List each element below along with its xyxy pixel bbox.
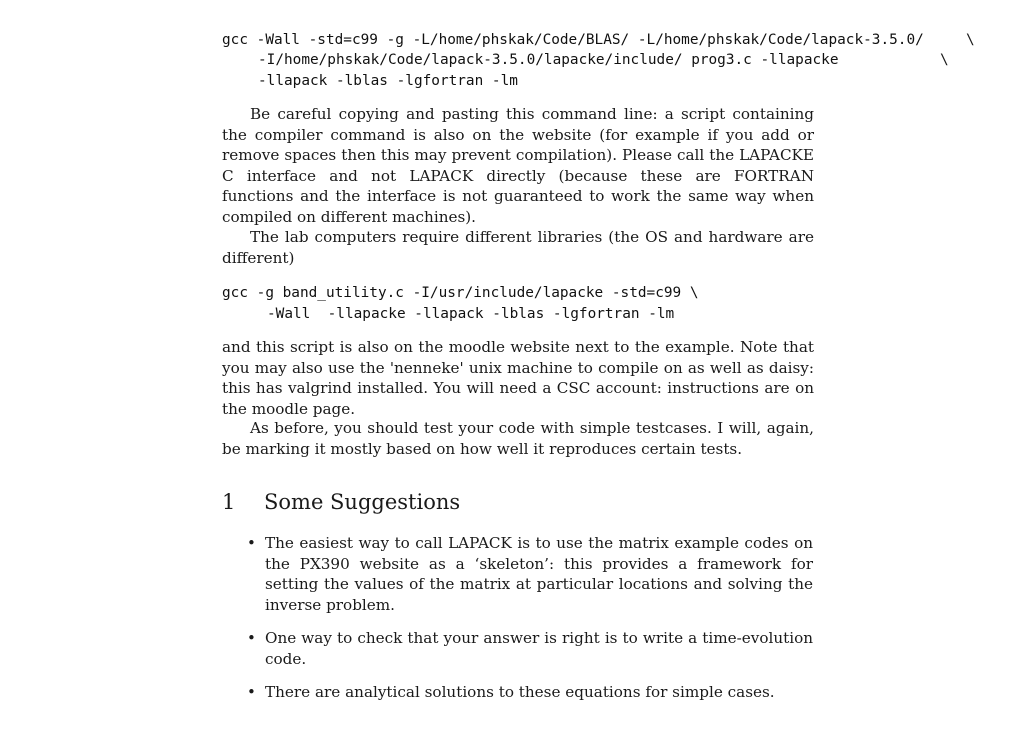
paragraph-testcases: As before, you should test your code with simple testcases. I will, again, be marking it mostly based on how well it reproduces certain tests.	[222, 419, 814, 458]
paragraph-lab-computers: The lab computers require different libraries (the OS and hardware are different)	[222, 228, 814, 267]
paragraph-copying-warning: Be careful copying and pasting this command line: a script containing the compiler command is also on the website (for example if you add or remove spaces then this may prevent compilation). Please call the LAPACKE C interface and not LAPACK directly (because these are FORTRAN functions and the interface is not guaranteed to work the same way when compiled on different machines).	[222, 105, 814, 226]
section-title: Some Suggestions	[264, 490, 461, 514]
line-continuation-2: \	[940, 52, 949, 68]
list-item-analytical-solutions: There are analytical solutions to these equations for simple cases.	[265, 683, 775, 701]
bullet-marker-3: •	[247, 683, 256, 701]
list-item-time-evolution: One way to check that your answer is right is to write a time-evolution code.	[265, 629, 813, 668]
compiler-command-line-1: gcc -Wall -std=c99 -g -L/home/phskak/Code/BLAS/ -L/home/phskak/Code/lapack-3.5.0/	[222, 32, 924, 48]
paragraph-moodle-script: and this script is also on the moodle website next to the example. Note that you may also use the 'nenneke' unix machine to compile on as well as daisy: this has valgrind installed. You will need a CSC account: instructions are on the moodle page.	[222, 338, 814, 418]
lab-compiler-command-line-1: gcc -g band_utility.c -I/usr/include/lapacke -std=c99 \	[222, 285, 699, 301]
line-continuation-1: \	[966, 32, 975, 48]
compiler-command-line-2: -I/home/phskak/Code/lapack-3.5.0/lapacke/include/ prog3.c -llapacke	[258, 52, 839, 68]
lab-compiler-command-line-2: -Wall -llapacke -llapack -lblas -lgfortran -lm	[267, 306, 675, 322]
list-item-lapack-skeleton: The easiest way to call LAPACK is to use the matrix example codes on the PX390 website as a ‘skeleton’: this provides a framework for setting the values of the matrix at particular locations and solving the inverse problem.	[265, 534, 813, 614]
compiler-command-line-3: -llapack -lblas -lgfortran -lm	[258, 73, 518, 89]
bullet-marker-1: •	[247, 534, 256, 552]
bullet-marker-2: •	[247, 629, 256, 647]
section-number: 1	[222, 490, 236, 514]
